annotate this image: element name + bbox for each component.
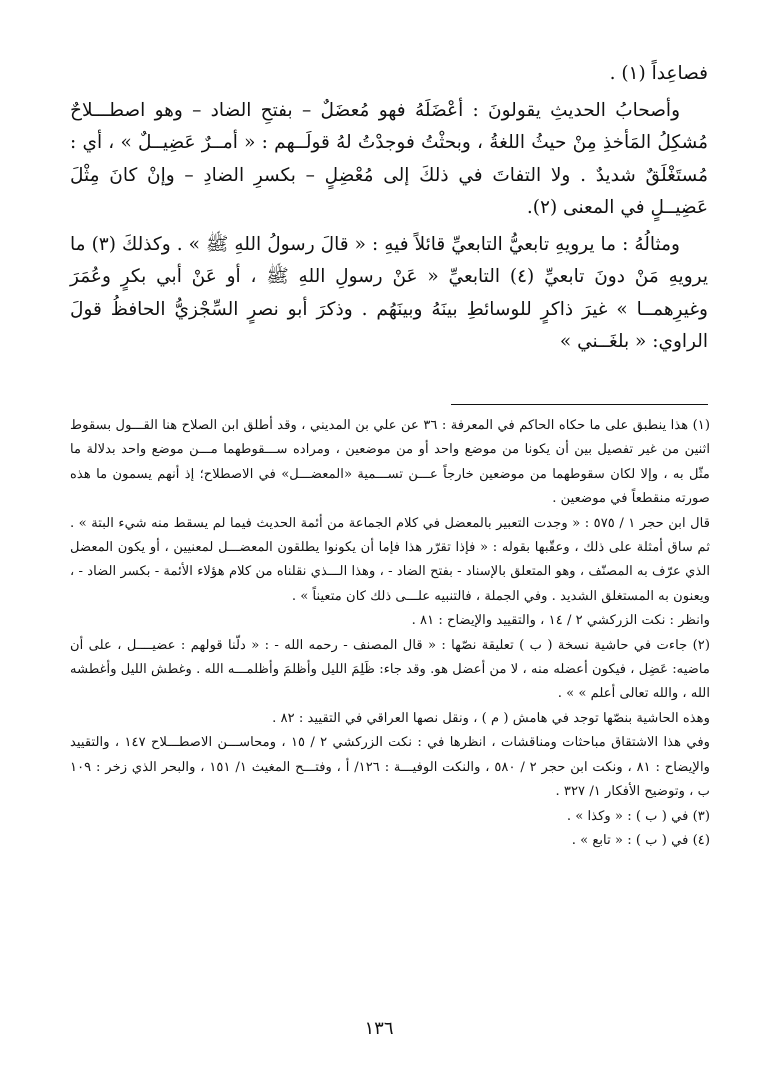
- footnote-4: (٤) في ( ب ) : « تابع » .: [571, 832, 710, 848]
- main-paragraph: فصاعِداً (١) .: [609, 63, 708, 84]
- main-paragraph: وأصحابُ الحديثِ يقولونَ : أعْضَلَهُ فهو مُعضَلٌ – بفتحِ الضاد – وهو اصطـــلاحٌ مُشكِلُ المَأخذِ مِنْ حيثُ اللغةُ ، وبحثْتُ فوجدْتُ لهُ قولَــهم : « أمــرٌ عَضِيــلٌ » ، أي : مُستَغْلَقٌ شديدٌ . ولا التفاتَ في ذلكَ إلى مُعْضِلٍ – بكسرِ الضادِ – وإنْ كانَ مِثْلَ عَضِيــلٍ في المعنى (٢).: [70, 99, 708, 218]
- footnote-2-continuation: وهذه الحاشية بنصّها توجد في هامش ( م ) ، ونقل نصها العراقي في التقييد : ٨٢ .: [272, 710, 710, 726]
- footnote-divider: [451, 404, 708, 405]
- main-text-body: [70, 58, 708, 359]
- footnote-3: (٣) في ( ب ) : « وكذا » .: [566, 808, 710, 824]
- main-paragraph: ومثالُهُ : ما يرويهِ تابعيُّ التابعيِّ قائلاً فيهِ : « قالَ رسولُ اللهِ ﷺ » . وكذلكَ (٣) ما يرويهِ مَنْ دونَ تابعيِّ (٤) التابعيِّ « عَنْ رسولِ اللهِ ﷺ ، أو عَنْ أبي بكرٍ وعُمَرَ وغيرِهمــا » غيرَ ذاكرٍ للوسائطِ بينَهُ وبينَهُم . وذكرَ أبو نصرٍ السِّجْزيُّ الحافظُ قولَ الراوي: « بلغَــني »: [70, 233, 708, 352]
- footnotes-section: [70, 414, 710, 853]
- footnote-2-reference: وفي هذا الاشتقاق مباحثات ومناقشات ، انظرها في : نكت الزركشي ٢ / ١٥ ، ومحاســـن الاصطـــلاح ١٤٧ ، والتقييد والإيضاح : ٨١ ، ونكت ابن حجر ٢ / ٥٨٠ ، والنكت الوفيـــة : ١٢٦/ أ ، وفتـــح المغيث ١/ ١٥١ ، والبحر الذي زخر : ١٠٩ ب ، وتوضيح الأفكار ١/ ٣٢٧ .: [70, 735, 711, 800]
- footnote-1: (١) هذا ينطبق على ما حكاه الحاكم في المعرفة : ٣٦ عن علي بن المديني ، وقد أطلق ابن الصلاح هنا القـــول بسقوط اثنين من غير تفصيل بين أن يكونا من موضع واحد أو من موضعين ، ومراده ســـقوطهما مـــن موضع واحد بدلالة ما مثّل به ، وإلا لكان سقوطهما من موضعين خارجاً عـــن تســـمية «المعضـــل» في الاصطلاح؛ إذ أنهم يسمون ما هذه صورته منقطعاً في موضعين .: [70, 418, 711, 507]
- footnote-2: (٢) جاءت في حاشية نسخة ( ب ) تعليقة نصّها : « قال المصنف - رحمه الله - : « دلّنا قولهم : عضيــــل ، على أن ماضيه: عَضِل ، فيكون أعضله منه ، لا من أعضل هو. وقد جاء: ظَلِمَ الليل وأظلمَ وأظلمـــه الله . وغطش الليل وأغطشه الله ، والله تعالى أعلم » » .: [70, 637, 710, 702]
- footnote-1-continuation: قال ابن حجر ١ / ٥٧٥ : « وجدت التعبير بالمعضل في كلام الجماعة من أئمة الحديث فيما لم يسقط منه شيء البتة » . ثم ساق أمثلة على ذلك ، وعقّبها بقوله : « فإذا تقرّر هذا فإما أن يكونوا يطلقون المعضـــل لمعنيين ، أو يكون المعضل الذي عرّف به المصنّف ، وهو المتعلق بالإسناد - بفتح الضاد - ، وهذا الـــذي نقلناه من كلام هؤلاء الأئمة - بكسر الضاد - ، ويعنون به المستغلق الشديد . وفي الجملة ، فالتنبيه علـــى ذلك كان متعيناً » .: [70, 515, 711, 604]
- footnote-1-reference: وانظر : نكت الزركشي ٢ / ١٤ ، والتقييد والإيضاح : ٨١ .: [411, 613, 710, 629]
- page-number: ١٣٦: [364, 1018, 394, 1039]
